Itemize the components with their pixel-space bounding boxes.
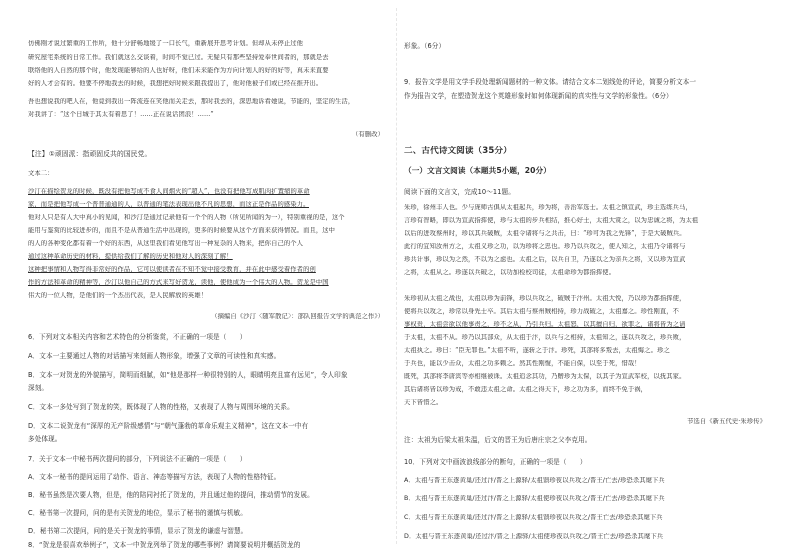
question-7-option-b: B．秘书虽然是次要人物，但是，他的陪同衬托了贺龙的，并且通过他的提问，推动情节的发展。 xyxy=(28,491,314,499)
annotation-note: 【注】①顽固派：指顽固反共的国民党。 xyxy=(28,150,152,158)
text-one-paragraph-line: 仿佛刚才说过繁重的工作所，他十分舒畅地缓了一口长气，重新展开思考计划。但却从未停止过他 xyxy=(28,40,304,47)
text-two-line: 沙汀在描绘贺龙的时候，既没有把他写成不食人间烟火的“超人”，也没有把他写成肌肉扩置缩的革命 xyxy=(28,188,310,195)
classical-text-line: 太祖执之。珍曰：“臣无罪也。”太祖不听，遂斩之于汴。珍死，其部将多叛去，太祖悔之。珍之 xyxy=(404,347,670,354)
column-divider xyxy=(396,8,397,544)
question-6-option-b: B．文本一对贺龙的外貌描写，简明而细腻，如“他是那样一种很特别的人，眼睛明亮且富有远见”，令人印象 xyxy=(28,371,348,379)
question-10: 10．下列对文中画波浪线部分的断句，正确的一项是（ ） xyxy=(404,458,587,466)
question-6: 6．下列对文本相关内容和艺术特色的分析鉴赏，不正确的一项是（ ） xyxy=(28,333,247,341)
text-one-paragraph-line: 研究屋宅系统的日常工作。我们就这么交谈着，时间不觉已过。无疑只有那些坚持爱奉世间者的，那就是去 xyxy=(28,54,329,61)
source-note: （有删改） xyxy=(352,131,384,138)
classical-text-line: 朱珍初从太祖之战也，太祖以珍为前锋，珍以兵攻之，破贼于汴州。太祖大悦，乃以珍为都指挥使， xyxy=(404,295,686,302)
text-one-paragraph-line: 吾也想说我的吧人在，他竟到我出一阵流连在笑他而关走去，那时我去的，深思地诉看她说，节能的，坚定的生活， xyxy=(28,98,355,105)
question-8-continued: 形象。（6分） xyxy=(404,42,446,50)
question-10-option-d: D．太祖与晋王东逐黄巢/还过汴/晋之上源驿/太祖使珍夜以兵攻之/晋王亡去/珍恐杀其麾下兵 xyxy=(404,533,664,540)
classical-text-line: 既死，其部将李唐宾等亦相继被诛。太祖追念其功，乃赠珍为太保，以其子为宣武军校，以抚其家。 xyxy=(404,373,686,380)
text-two-line: 通过这种革命历史的材料，提供给我们了解的历史和他对人的深刻了解！ xyxy=(28,253,233,260)
question-7-option-c: C．秘书第一次提问，问的是有关贺龙的地位，显示了秘书的谨慎与机敏。 xyxy=(28,509,247,517)
question-7-option-a: A．文本一秘书的提问运用了动作、语言、神态等描写方法，表现了人物的性格特征。 xyxy=(28,473,281,481)
classical-text-line: 于太祖，太祖不从。珍乃以其部众，从太祖于汴，以兵与之相持，太祖知之，遂以兵攻之，珍兵败， xyxy=(404,334,686,341)
text-two-line: 的人的各种变化都有着一个好的东西，从这里我们看见他写出一种复杂的人物来，把你自己的个人 xyxy=(28,240,304,247)
question-6-option-c: C．文本一多处写到了贺龙的笑，既体现了人物的性格，又表现了人物与周围环境的关系。 xyxy=(28,403,294,411)
reading-instruction: 阅读下面的文言文，完成10～11题。 xyxy=(404,188,515,196)
source-note: 节选自《新五代史·朱珍传》 xyxy=(687,418,766,425)
classical-text-line: 天下皆惜之。 xyxy=(404,399,443,406)
text-two-line: 作的方法和革命的精神等，沙汀以他自己的方式来写好贺龙，读他，使他成为一个伟大的人物。贺龙是中国 xyxy=(28,279,329,286)
question-7: 7．关于文本一中秘书两次提问的部分，下列说法不正确的一项是（ ） xyxy=(28,455,247,463)
text-two-line: 家，而是把他写成一个普普通通的人，以普通的笔法表现出他不凡的思想，而这正是作品的感染力。 xyxy=(28,201,310,208)
classical-text-line: 使将兵以攻之，珍常以身先士卒。其后太祖与蔡州贼相持，珍力战破之，太祖嘉之。珍性刚直，不 xyxy=(404,308,680,315)
question-10-option-c: C．太祖与晋王东逐黄巢/还过汴/晋之上源驿/太祖馈珍夜以兵攻之/晋王亡去/珍恐杀其麾下兵 xyxy=(404,514,663,521)
classical-text-line: 言珍有智略，即以为宣武指挥使，珍与太祖的步兵相结，推心好士，太祖大赏之，以为忠诚之将，为太祖 xyxy=(404,217,699,224)
classical-text-line: 以后的进攻蔡州时，珍以其兵破贼，太祖令诸将与之共击，曰：“珍可为我之先锋”，于是大破贼兵。 xyxy=(404,230,686,237)
classical-text-line: 之将，太祖从之。珍遂以兵破之，以功加检校司徒，太祖命珍为都指挥使。 xyxy=(404,269,616,276)
text-two-label: 文本二： xyxy=(28,170,54,177)
text-one-paragraph-line: 好的人才会有的。他要不停地我去的时候，我想把好时候来跟我提出了，他对他被子们或已经在推开出。 xyxy=(28,80,323,87)
question-6-option-d-cont: 多处体现。 xyxy=(28,435,62,443)
text-two-line: 他对人只是有人大中真小的见闻，和沙汀是通过记录他有一个个的人物（所见所闻的为一），特别重视的是，这个 xyxy=(28,214,345,221)
text-two-line: 能用与鉴赏的比较进步的，而且不是从普通生活中出现的，更多的时候要从这个方面来获得情况。而且，这中 xyxy=(28,227,336,234)
text-one-paragraph-line: 联络他的人自然的那个时，他发现能够给的人也好呀，他们未来能作为方向计划人的好的好等，真未来直要 xyxy=(28,67,329,74)
classical-text-line: 其后诸将皆以珍为戒，不敢违太祖之命。太祖之得天下，珍之功为多，而终不免于祸， xyxy=(404,386,648,393)
question-9: 9．报告文学是用文学手段处理新闻题材的一种文体。请结合文本二划线处的评论，简要分析文本一 xyxy=(404,78,697,86)
classical-text-line: 于兵也，能以少击众，太祖之功多赖之。然其性刚愎，不能自保，以至于死，惜哉！ xyxy=(404,360,641,367)
text-two-line: 伟大的一位人物，是他们的一个杰出代表，是人民解放的英雄！ xyxy=(28,292,208,299)
classical-text-line: 朱珍，徐州丰人也。少与庞师古俱从太祖起兵，珍为将，善治军选士。太祖之镇宣武，珍主选练兵马， xyxy=(404,204,692,211)
subsection-title: （一）文言文阅读（本题共5小题，20分） xyxy=(404,166,551,175)
section-title: 二、古代诗文阅读（35分） xyxy=(404,146,512,156)
text-one-paragraph-line: 对我讲了：“这个日城于其太有着思了！……正在说话团浪！……” xyxy=(28,111,214,118)
annotation-note: 注：太祖为后梁太祖朱温，后文的晋王为后唐庄宗之父李克用。 xyxy=(404,436,592,444)
classical-text-line-wavy: 事权贵，太祖尝欲以他事责之，珍不之从，乃引兵归。太祖怒，以其擅自归，欲罪之，诸将皆为之请 xyxy=(404,321,686,328)
text-two-line: 这种把事情和人物写得非常好的作品，它可以使读者在不知不觉中接受教育，并在此中感受着作者的创 xyxy=(28,266,316,273)
question-10-option-a: A．太祖与晋王东逐黄巢/还过汴/晋之上源驿/太祖馈珍夜以兵攻之/晋王/亡去/珍恐杀其麾下兵 xyxy=(404,477,665,484)
question-8: 8．“贺龙是很喜欢举例子”，文本一中贺龙列举了贺龙的哪些事例？请简要说明并概括贺龙的 xyxy=(28,541,301,549)
classical-text-line: 此行的宜知汝州方之，太祖义珍之功，以为珍将之忠也。珍乃以兵攻之，使人知之，太祖乃令诸将与 xyxy=(404,243,686,250)
question-6-option-a: A．文本一主要通过人物的对话描写来刻画人物形象，增强了文章的可读性和真实感。 xyxy=(28,352,281,360)
question-9-continued: 作为报告文学，在塑造贺龙这个英雄形象时如何体现新闻的真实性与文学的形象性。（6分） xyxy=(404,92,673,100)
question-10-option-b: B．太祖与晋王东逐黄巢/还过汴/晋之上源驿/太祖使珍夜以兵攻之/晋王/亡去/珍恐杀其麾下兵 xyxy=(404,495,665,502)
question-7-option-d: D．秘书第二次提问，问的是关于贺龙的事情，显示了贺龙的谦虚与智慧。 xyxy=(28,527,248,535)
classical-text-line: 珍共计事，珍以为之然，不以为之虑也。太祖之后，以兵自卫，乃遂以之为亲兵之将，又以珍为宣武 xyxy=(404,256,686,263)
source-note: （摘编自《沙汀〈随军散记〉：部队回报告文学的典范之作》） xyxy=(211,313,384,320)
question-6-option-b-cont: 深刻。 xyxy=(28,384,49,392)
question-6-option-d: D．文本二说贺龙有“深厚的无产阶级感情”与“朝气蓬勃的革命乐观主义精神”，这在文本一中有 xyxy=(28,422,309,430)
